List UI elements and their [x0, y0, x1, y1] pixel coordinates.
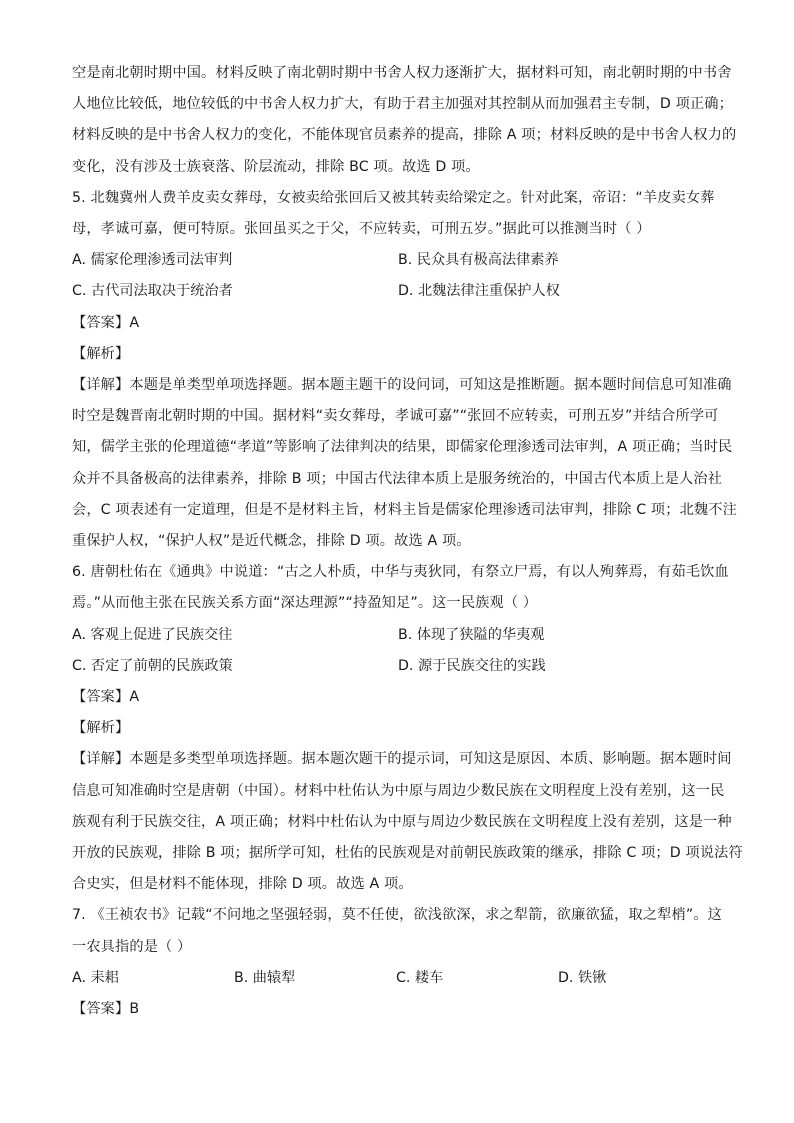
option-row	[72, 620, 724, 651]
text-line: 众并不具备极高的法律素养，排除 B 项；中国古代法律本质上是服务统治的，中国古代本质上是人治社	[72, 470, 723, 487]
text-line: 信息可知准确时空是唐朝（中国）。材料中杜佑认为中原与周边少数民族在文明程度上没有差别，这一民	[72, 782, 725, 799]
answer-option: A. 耒耜	[72, 969, 119, 986]
answer-option: B. 体现了狭隘的华夷观	[398, 626, 545, 643]
text-line: 7. 《王祯农书》记载“不问地之坚强轻弱，莫不任使，欲浅欲深，求之犁箭，欲廉欲猛，取之犁梢”。这	[72, 907, 723, 924]
text-line: 会，C 项表述有一定道理，但是不是材料主旨，材料主旨是儒家伦理渗透司法审判，排除 C 项；北魏不注	[72, 501, 737, 518]
text-line: 变化，没有涉及士族衰落、阶层流动，排除 BC 项。故选 D 项。	[72, 158, 480, 175]
answer-option: B. 曲辕犁	[234, 969, 296, 986]
text-line: 6. 唐朝杜佑在《通典》中说道：“古之人朴质，中华与夷狄同，有祭立尸焉，有以人殉葬焉，有茹毛饮血	[72, 564, 729, 581]
answer-option: A. 客观上促进了民族交往	[72, 626, 233, 643]
text-line: 空是南北朝时期中国。材料反映了南北朝时期中书舍人权力逐渐扩大，据材料可知，南北朝时期的中书舍	[72, 65, 732, 81]
text-line: 【答案】B	[72, 1001, 140, 1018]
option-row	[72, 651, 724, 682]
answer-option: A. 儒家伦理渗透司法审判	[72, 252, 233, 269]
text-line: 重保护人权，“保护人权”是近代概念，排除 D 项。故选 A 项。	[72, 533, 471, 550]
answer-option: D. 北魏法律注重保护人权	[398, 283, 560, 300]
option-row	[72, 245, 724, 276]
option-row	[72, 276, 724, 307]
option-row	[72, 963, 724, 994]
document-body	[72, 58, 743, 1025]
text-line: 【答案】A	[72, 314, 140, 331]
text-line: 时空是魏晋南北朝时期的中国。据材料“卖女葬母，孝诚可嘉”“张回不应转卖，可刑五岁”并结合所学可	[72, 408, 719, 425]
text-line: 【答案】A	[72, 689, 140, 706]
text-line: 合史实，但是材料不能体现，排除 D 项。故选 A 项。	[72, 876, 413, 893]
text-line: 母，孝诚可嘉，便可特原。张回虽买之于父，不应转卖，可刑五岁。”据此可以推测当时（ ）	[72, 221, 651, 238]
text-line: 知，儒学主张的伦理道德“孝道”等影响了法律判决的结果，即儒家伦理渗透司法审判，A 项正确；当时民	[72, 439, 733, 456]
answer-option: B. 民众具有极高法律素养	[398, 252, 559, 269]
text-line: 材料反映的是中书舍人权力的变化，不能体现官员素养的提高，排除 A 项；材料反映的是中书舍人权力的	[72, 127, 737, 144]
text-line: 人地位比较低，地位较低的中书舍人权力扩大，有助于君主加强对其控制从而加强君主专制，D 项正确；	[72, 96, 733, 113]
answer-option: C. 耧车	[396, 969, 444, 986]
text-line: 【解析】	[72, 345, 130, 362]
answer-option: C. 否定了前朝的民族政策	[72, 657, 233, 674]
text-line: 开放的民族观，排除 B 项；据所学可知，杜佑的民族观是对前朝民族政策的继承，排除 C 项；D 项说法符	[72, 845, 743, 862]
answer-option: D. 铁锹	[558, 969, 607, 986]
text-line: 5. 北魏冀州人费羊皮卖女葬母，女被卖给张回后又被其转卖给梁定之。针对此案，帝诏：“羊皮卖女葬	[72, 189, 715, 206]
text-line: 焉。”从而他主张在民族关系方面“深达理源”“持盈知足”。这一民族观（ ）	[72, 595, 538, 612]
text-line: 一农具指的是（ ）	[72, 938, 192, 955]
text-line: 【详解】本题是单类型单项选择题。据本题主题干的设问词，可知这是推断题。据本题时间信息可知准确	[72, 377, 732, 394]
answer-option: D. 源于民族交往的实践	[398, 657, 546, 674]
text-line: 族观有利于民族交往，A 项正确；材料中杜佑认为中原与周边少数民族在文明程度上没有差别，这是一种	[72, 813, 732, 830]
answer-option: C. 古代司法取决于统治者	[72, 283, 233, 300]
text-line: 【解析】	[72, 720, 130, 737]
text-line: 【详解】本题是多类型单项选择题。据本题次题干的提示词，可知这是原因、本质、影响题。据本题时间	[72, 751, 732, 768]
